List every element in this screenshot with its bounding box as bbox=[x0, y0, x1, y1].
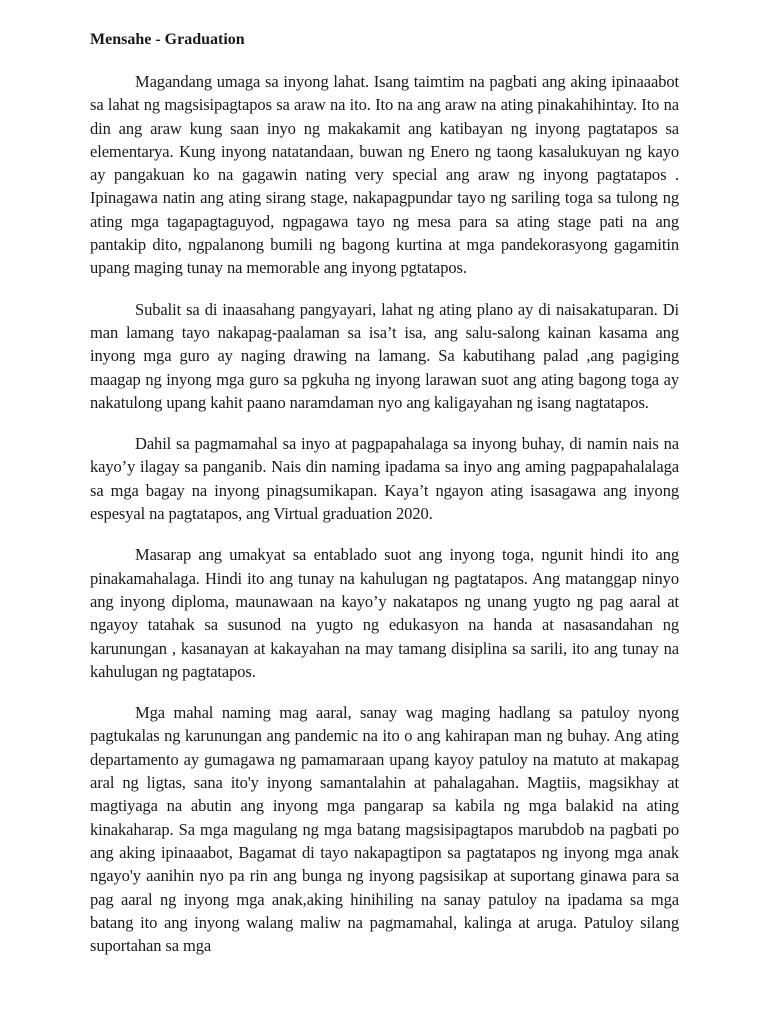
paragraph-5: Mga mahal naming mag aaral, sanay wag maging hadlang sa patuloy nyong pagtukalas ng karunungan ang pandemic na ito o ang kahirapan man ng buhay. Ang ating departamento ay gumagawa ng pamamaraan upang kayoy patuloy na matuto at makapag aral ng ligtas, sana ito'y inyong samantalahin at pahalagahan. Magtiis, magsikhay at magtiyaga na abutin ang inyong mga pangarap sa kabila ng mga balakid na ating kinakaharap. Sa mga magulang ng mga batang magsisipagtapos marubdob na pagbati po ang aking ipinaaabot, Bagamat di tayo nakapagtipon sa pagtatapos ng inyong mga anak ngayo'y aanihin nyo pa rin ang bunga ng inyong pagsisikap at suportang ginawa para sa pag aaral ng inyong mga anak,aking hinihiling na sanay patuloy na ipadama sa mga batang ito ang inyong walang maliw na pagmamahal, kalinga at aruga. Patuloy silang suportahan sa mga bbox=[90, 703, 679, 956]
paragraph-2: Subalit sa di inaasahang pangyayari, lahat ng ating plano ay di naisakatuparan. Di man lamang tayo nakapag-paalaman sa isa’t isa, ang salu-salong kainan kasama ang inyong mga guro ay naging drawing na lamang. Sa kabutihang palad ,ang pagiging maagap ng inyong mga guro sa pgkuha ng inyong larawan suot ang ating bagong toga ay nakatulong upang kahit paano naramdaman nyo ang kaligayahan ng isang nagtatapos. bbox=[90, 299, 679, 412]
document-page bbox=[90, 28, 679, 975]
paragraph-1: Magandang umaga sa inyong lahat. Isang taimtim na pagbati ang aking ipinaaabot sa lahat ng magsisipagtapos sa araw na ito. Ito na ang araw na ating pinakahihintay. Ito na din ang araw kung saan inyo ng makakamit ang katibayan ng inyong pagtatapos sa elementarya. Kung inyong natatandaan, buwan ng Enero ng taong kasalukuyan ng kayo ay pangakuan ko na gagawin nating very special ang araw ng inyong pagtatapos . Ipinagawa natin ang ating sirang stage, nakapagpundar tayo ng sariling toga sa tulong ng ating mga tagapagtaguyod, ngpagawa tayo ng mesa para sa ating stage pati na ang pantakip dito, ngpalanong bumili ng bagong kurtina at mga pandekorasyong gagamitin upang maging tunay na memorable ang inyong pgtatapos. bbox=[90, 72, 679, 278]
paragraph-4: Masarap ang umakyat sa entablado suot ang inyong toga, ngunit hindi ito ang pinakamahalaga. Hindi ito ang tunay na kahulugan ng pagtatapos. Ang matanggap ninyo ang inyong diploma, maunawaan na kayo’y nakatapos ng unang yugto ng pag aaral at ngayoy tatahak sa susunod na yugto ng edukasyon na handa at nasasandahan ng karunungan , kasanayan at kakayahan na may tamang disiplina sa sarili, ito ang tunay na kahulugan ng pagtatapos. bbox=[90, 545, 679, 681]
paragraph-3: Dahil sa pagmamahal sa inyo at pagpapahalaga sa inyong buhay, di namin nais na kayo’y ilagay sa panganib. Nais din naming ipadama sa inyo ang aming pagpapahalalaga sa mga bagay na inyong pinagsumikapan. Kaya’t ngayon ating isasagawa ang inyong espesyal na pagtatapos, ang Virtual graduation 2020. bbox=[90, 434, 679, 524]
document-title: Mensahe - Graduation bbox=[90, 31, 245, 48]
